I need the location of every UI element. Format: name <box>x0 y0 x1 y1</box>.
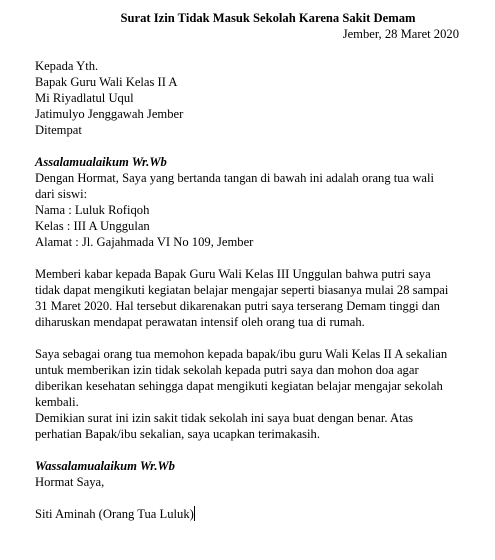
closing-greeting: Wassalamualaikum Wr.Wb <box>35 459 175 473</box>
paragraph-line: kembali. <box>35 395 79 409</box>
spacer <box>35 442 461 458</box>
paragraph-notice <box>35 266 461 330</box>
intro-block <box>35 170 461 202</box>
recipient-line: Bapak Guru Wali Kelas II A <box>35 75 178 89</box>
signature-name: Siti Aminah (Orang Tua Luluk) <box>35 507 194 521</box>
paragraph-line: diberikan kesehatan sehingga dapat mengikuti kegiatan belajar mengajar sekolah <box>35 379 443 393</box>
signature-line[interactable] <box>35 506 461 522</box>
paragraph-line: Demikian surat ini izin sakit tidak sekolah ini saya buat dengan benar. Atas <box>35 411 414 425</box>
paragraph-line: Saya sebagai orang tua memohon kepada bapak/ibu guru Wali Kelas II A sekalian <box>35 347 448 361</box>
intro-line: dari siswi: <box>35 187 88 201</box>
paragraph-line: untuk memberikan izin tidak sekolah kepada putri saya dan mohon doa agar <box>35 363 419 377</box>
spacer <box>35 330 461 346</box>
text-cursor <box>194 506 195 521</box>
paragraph-request <box>35 346 461 410</box>
paragraph-line: perhatian Bapak/ibu sekalian, saya ucapkan terimakasih. <box>35 427 321 441</box>
recipient-line: Kepada Yth. <box>35 59 99 73</box>
spacer <box>35 42 461 58</box>
spacer <box>35 250 461 266</box>
letter-date: Jember, 28 Maret 2020 <box>342 27 459 41</box>
paragraph-line: diharuskan mendapat perawatan intensif oleh orang tua di rumah. <box>35 315 365 329</box>
student-name: Nama : Luluk Rofiqoh <box>35 203 150 217</box>
spacer <box>35 490 461 506</box>
spacer <box>35 138 461 154</box>
student-class: Kelas : III A Unggulan <box>35 219 150 233</box>
regards-line: Hormat Saya, <box>35 475 105 489</box>
letter-title: Surat Izin Tidak Masuk Sekolah Karena Sakit Demam <box>120 11 416 25</box>
student-details <box>35 202 461 250</box>
opening-greeting: Assalamualaikum Wr.Wb <box>35 155 167 169</box>
recipient-line: Jatimulyo Jenggawah Jember <box>35 107 184 121</box>
paragraph-line: Memberi kabar kepada Bapak Guru Wali Kelas III Unggulan bahwa putri saya <box>35 267 431 281</box>
recipient-block <box>35 58 461 138</box>
paragraph-closing <box>35 410 461 442</box>
paragraph-line: tidak dapat mengikuti kegiatan belajar mengajar seperti biasanya mulai 28 sampai <box>35 283 449 297</box>
recipient-line: Mi Riyadlatul Uqul <box>35 91 134 105</box>
recipient-line: Ditempat <box>35 123 82 137</box>
intro-line: Dengan Hormat, Saya yang bertanda tangan di bawah ini adalah orang tua wali <box>35 171 435 185</box>
student-address: Alamat : Jl. Gajahmada VI No 109, Jember <box>35 235 254 249</box>
paragraph-line: 31 Maret 2020. Hal tersebut dikarenakan putri saya terserang Demam tinggi dan <box>35 299 440 313</box>
